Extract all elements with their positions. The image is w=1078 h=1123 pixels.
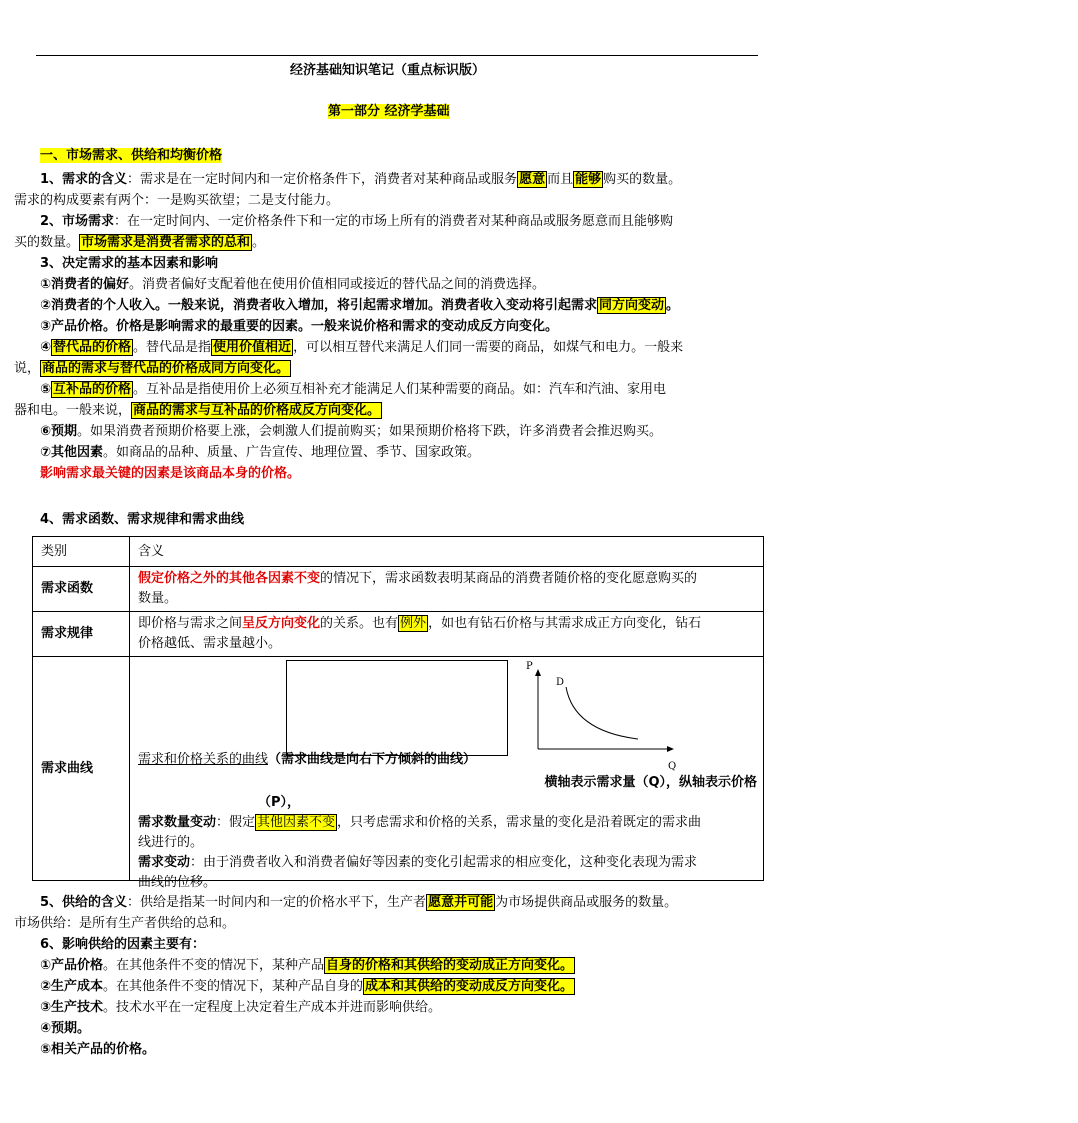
row-content-demand-curve xyxy=(130,657,764,890)
row-content-demand-law: 即价格与需求之间呈反方向变化的关系。也有 例外 ，如也有钻石价格与其需求成正方向变化，钻石 价格越低、需求量越小。 xyxy=(130,612,764,657)
row-content-demand-function: 假定价格之外的其他各因素不变的情况下，需求函数表明某商品的消费者随价格的变化愿意购买的 数量。 xyxy=(130,567,764,612)
factor-other: ⑦其他因素。如商品的品种、质量、广告宣传、地理位置、季节、国家政策。 xyxy=(40,445,481,460)
series-label-d: D xyxy=(556,677,565,688)
heading-demand-factors: 3、决定需求的基本因素和影响 xyxy=(40,256,219,271)
header-category: 类别 xyxy=(33,537,130,567)
row-label-demand-function: 需求函数 xyxy=(33,567,130,612)
factor-expectation: ⑥预期。如果消费者预期价格要上涨，会刺激人们提前购买；如果预期价格将下跌，许多消费者会推迟购买。 xyxy=(40,424,663,439)
para-demand-elements: 需求的构成要素有两个：一是购买欲望；二是支付能力。 xyxy=(14,193,340,208)
para-market-demand-cont: 买的数量。 市场需求是消费者需求的总和 。 xyxy=(14,235,266,250)
supply-factor-price: ①产品价格。在其他条件不变的情况下，某种产品 自身的价格和其供给的变动成正方向变化。 xyxy=(40,958,574,973)
factor-price: ③产品价格。价格是影响需求的最重要的因素。一般来说价格和需求的变动成反方向变化。 xyxy=(40,319,559,334)
row-label-demand-curve: 需求曲线 xyxy=(33,657,130,881)
axis-desc: 横轴表示需求量（Q），纵轴表示价格 xyxy=(544,775,757,790)
table-row xyxy=(33,612,764,657)
supply-factor-expectation: ④预期。 xyxy=(40,1021,91,1036)
axis-desc-cont: （P）， xyxy=(258,795,301,810)
table-row xyxy=(33,657,764,881)
factor-substitute-cont: 说， 商品的需求与替代品的价格成同方向变化。 xyxy=(14,361,290,376)
demand-curve-chart xyxy=(520,659,680,772)
factor-complement-cont: 器和电。一般来说， 商品的需求与互补品的价格成反方向变化。 xyxy=(14,403,381,418)
quantity-change-desc: 需求数量变动：假定 其他因素不变 ，只考虑需求和价格的关系，需求量的变化是沿着既定的需求曲 xyxy=(138,815,702,830)
para-supply-definition: 5、供给的含义：供给是指某一时间内和一定的价格水平下，生产者 愿意并可能 为市场提供商品或服务的数量。 xyxy=(40,895,678,910)
table-header-row xyxy=(33,537,764,567)
key-factor-note: 影响需求最关键的因素是该商品本身的价格。 xyxy=(40,466,301,481)
factor-income: ②消费者的个人收入。一般来说，消费者收入增加，将引起需求增加。消费者收入变动将引起需求 同方向变动 。 xyxy=(40,298,680,313)
section-heading-1: 一、市场需求、供给和均衡价格 xyxy=(40,148,223,163)
quantity-change-desc-cont: 线进行的。 xyxy=(138,835,204,850)
y-axis-label: P xyxy=(526,661,533,672)
factor-complement: ⑤ 互补品的价格 。互补品是指使用价上必须互相补充才能满足人们某种需要的商品。如：汽车和汽油、家用电 xyxy=(40,382,667,397)
supply-factor-related-price: ⑤相关产品的价格。 xyxy=(40,1042,156,1057)
demand-curve-line xyxy=(566,687,638,739)
x-axis-label: Q xyxy=(668,761,677,772)
para-market-demand: 2、市场需求：在一定时间内、一定价格条件下和一定的市场上所有的消费者对某种商品或服务愿意而且能够购 xyxy=(40,214,674,229)
row-label-demand-law: 需求规律 xyxy=(33,612,130,657)
para-market-supply: 市场供给：是所有生产者供给的总和。 xyxy=(14,916,236,931)
demand-change-desc: 需求变动：由于消费者收入和消费者偏好等因素的变化引起需求的相应变化，这种变化表现为需求 xyxy=(138,855,698,870)
document-title: 经济基础知识笔记（重点标识版） xyxy=(290,63,486,78)
section-heading-4: 4、需求函数、需求规律和需求曲线 xyxy=(40,512,245,527)
y-axis-arrow xyxy=(535,669,541,676)
curve-desc-line: 需求和价格关系的曲线（需求曲线是向右下方倾斜的曲线） xyxy=(138,752,477,767)
supply-factor-cost: ②生产成本。在其他条件不变的情况下，某种产品自身的 成本和其供给的变动成反方向变化。 xyxy=(40,979,574,994)
header-meaning: 含义 xyxy=(130,537,764,567)
table-row xyxy=(33,567,764,612)
demand-table xyxy=(32,536,764,890)
factor-substitute: ④ 替代品的价格 。替代品是指 使用价值相近 ，可以相互替代来满足人们同一需要的商品，如煤气和电力。一般来 xyxy=(40,340,684,355)
demand-change-desc-cont: 曲线的位移。 xyxy=(138,875,217,890)
header-rule xyxy=(36,55,758,56)
supply-factor-technology: ③生产技术。技术水平在一定程度上决定着生产成本并进而影响供给。 xyxy=(40,1000,442,1015)
factor-preference: ①消费者的偏好。消费者偏好支配着他在使用价值相同或接近的替代品之间的消费选择。 xyxy=(40,277,546,292)
para-demand-definition: 1、需求的含义：需求是在一定时间内和一定价格条件下，消费者对某种商品或服务 愿意 而且 能够 购买的数量。 xyxy=(40,172,682,187)
x-axis-arrow xyxy=(667,746,674,752)
heading-supply-factors: 6、影响供给的因素主要有： xyxy=(40,937,206,952)
curve-frame xyxy=(286,660,508,756)
part-title: 第一部分 经济学基础 xyxy=(328,104,450,119)
